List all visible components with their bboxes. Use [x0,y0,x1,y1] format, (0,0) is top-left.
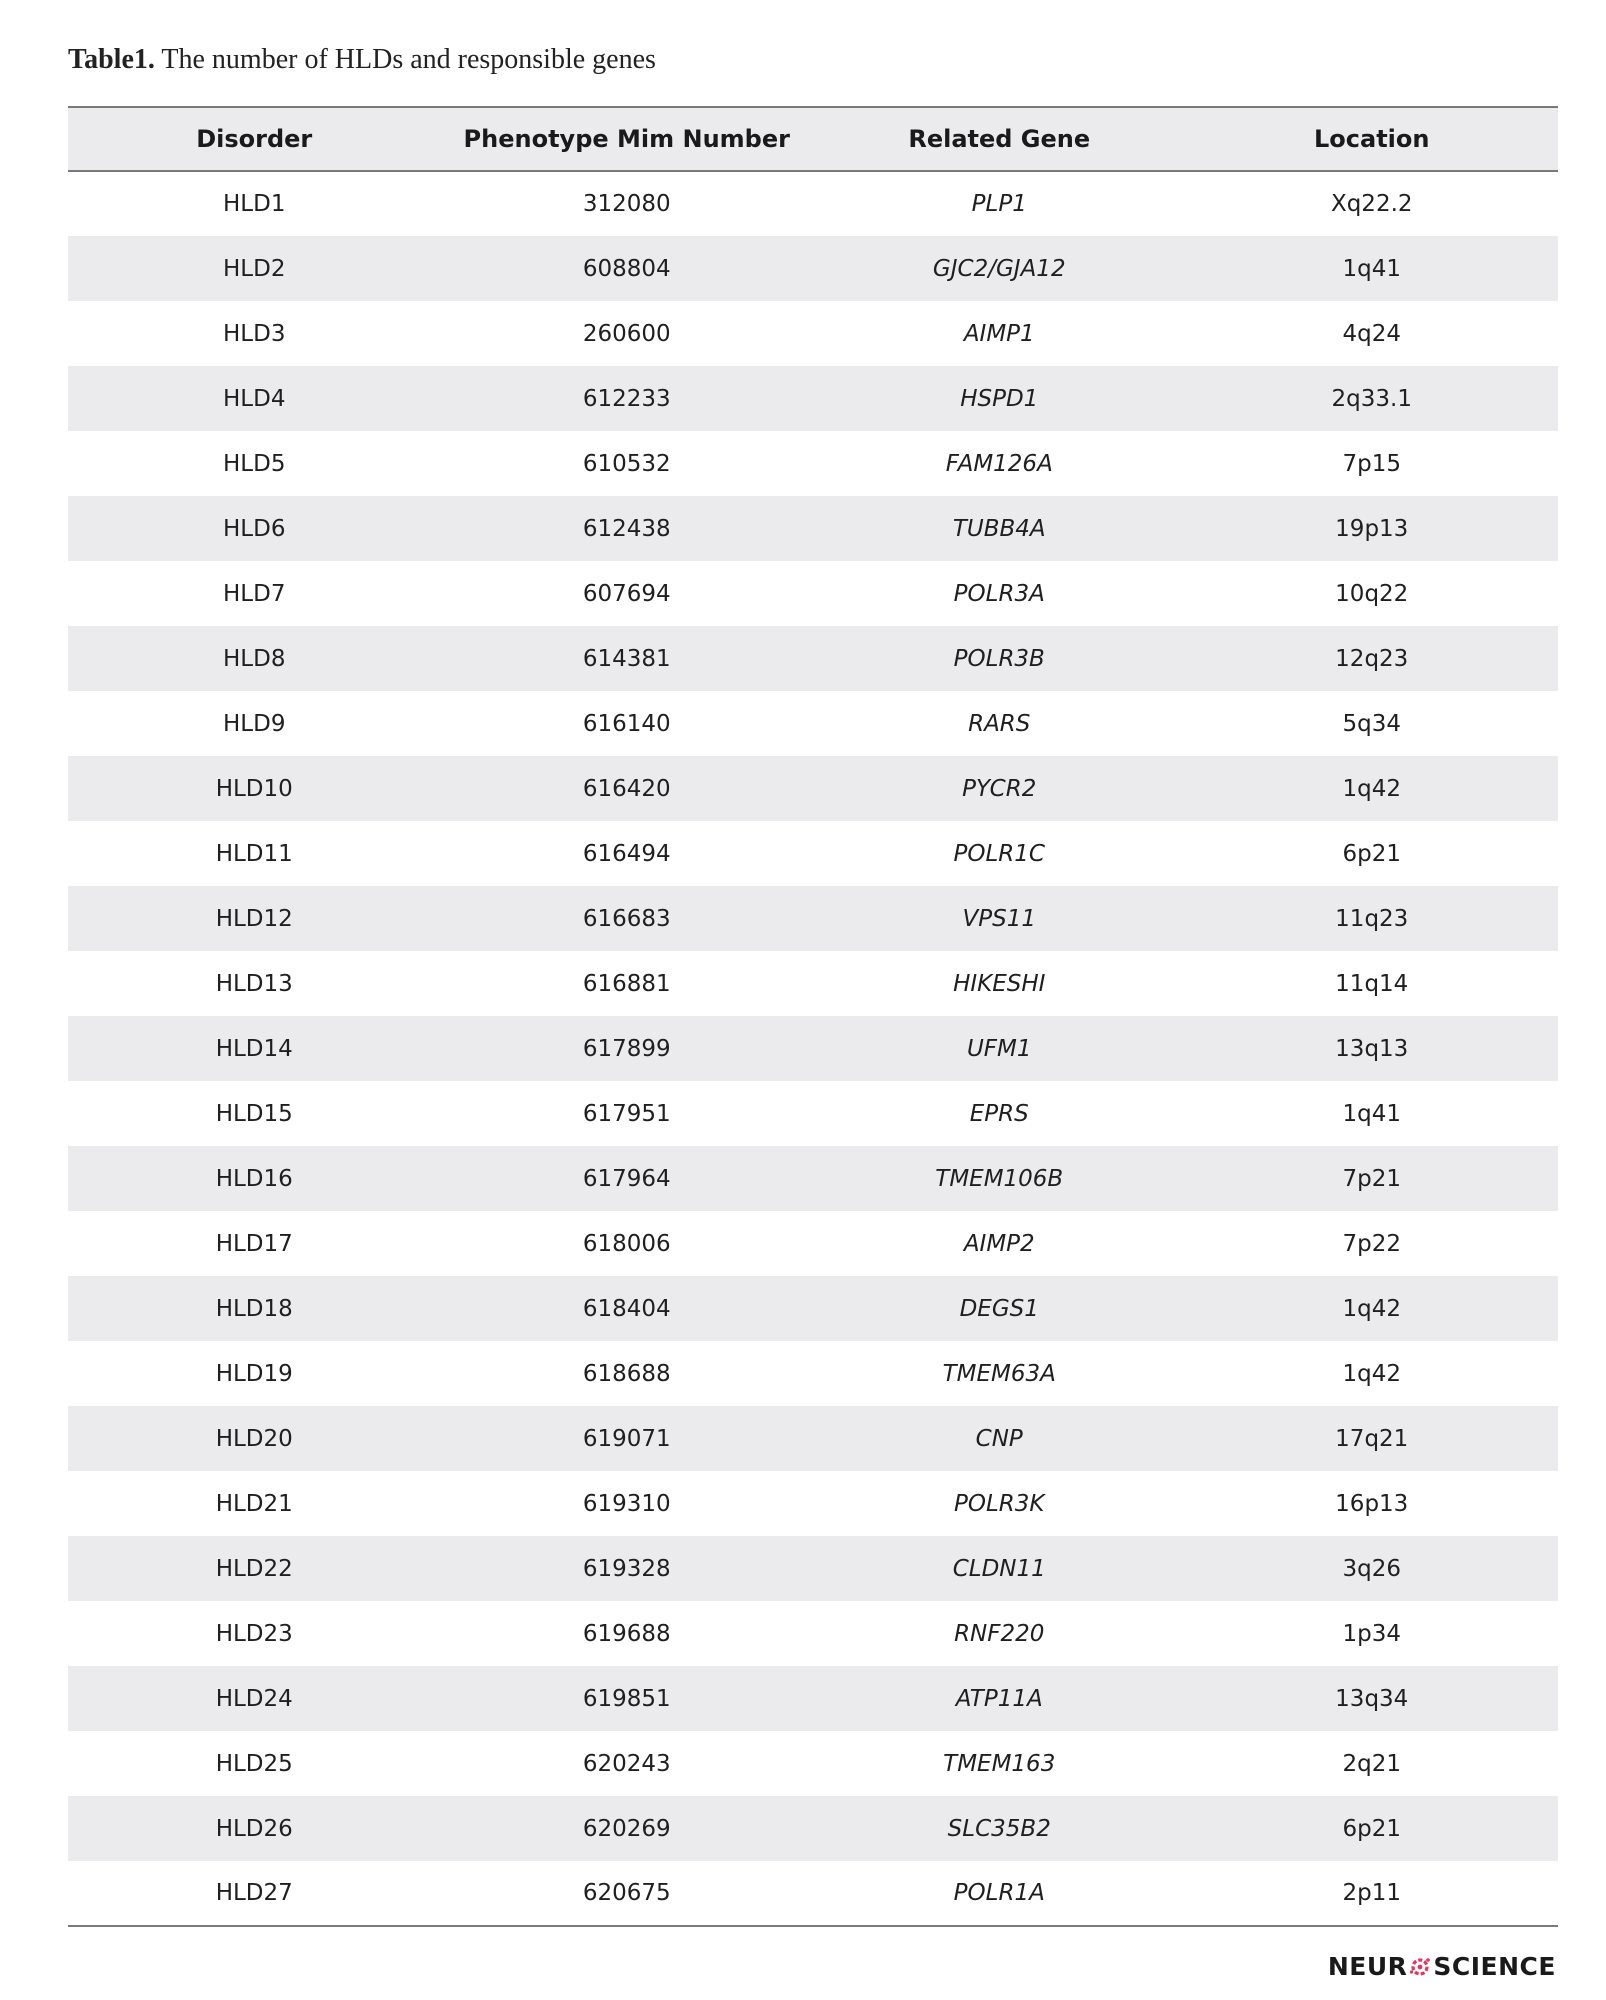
cell-related-gene: VPS11 [962,905,1036,932]
cell-related-gene: EPRS [969,1100,1029,1127]
cell-phenotype-mim-number: 617899 [582,1035,671,1062]
cell-disorder: HLD16 [215,1165,293,1192]
table-row [68,1146,1558,1211]
cell-phenotype-mim-number: 619310 [582,1490,671,1517]
cell-disorder: HLD21 [215,1490,293,1517]
cell-location: 4q24 [1342,320,1401,347]
cell-related-gene: TUBB4A [952,515,1046,542]
cell-disorder: HLD15 [215,1100,293,1127]
cell-location: 13q13 [1335,1035,1409,1062]
cell-phenotype-mim-number: 620675 [441,1861,814,1926]
cell-phenotype-mim-number: 607694 [582,580,671,607]
cell-location: 3q26 [1342,1555,1401,1582]
cell-phenotype-mim-number: 260600 [582,320,671,347]
cell-disorder: HLD19 [215,1360,293,1387]
cell-location: 1p34 [1342,1620,1401,1647]
cell-phenotype-mim-number: 616494 [582,840,671,867]
cell-disorder: HLD9 [223,710,286,737]
table-caption [68,44,656,76]
table-row [68,1016,1558,1081]
cell-phenotype-mim-number: 618404 [582,1295,671,1322]
cell-related-gene: AIMP1 [963,320,1035,347]
cell-related-gene: CNP [975,1425,1023,1452]
table-row [68,886,1558,951]
hld-table [68,106,1558,1927]
cell-disorder: HLD26 [215,1815,293,1842]
cell-phenotype-mim-number: 616683 [582,905,671,932]
cell-phenotype-mim-number: 619328 [582,1555,671,1582]
cell-disorder: HLD3 [223,320,286,347]
cell-phenotype-mim-number: 612233 [582,385,671,412]
caption-lead: Table1. [68,44,155,75]
cell-related-gene: POLR3A [953,580,1045,607]
cell-phenotype-mim-number: 614381 [582,645,671,672]
table-row [68,1406,1558,1471]
cell-phenotype-mim-number: 618688 [582,1360,671,1387]
cell-location: 2q21 [1342,1750,1401,1777]
cell-related-gene: PLP1 [971,191,1027,217]
cell-disorder: HLD22 [215,1555,293,1582]
cell-related-gene: POLR1A [813,1861,1186,1926]
cell-disorder: HLD12 [215,905,293,932]
cell-location: 11q14 [1335,970,1409,997]
cell-disorder: HLD1 [223,191,286,217]
cell-disorder: HLD13 [215,970,293,997]
cell-related-gene: TMEM106B [935,1165,1064,1192]
cell-phenotype-mim-number: 610532 [582,450,671,477]
cell-phenotype-mim-number: 617964 [582,1165,671,1192]
header-phenotype-mim-number: Phenotype Mim Number [441,107,814,171]
table-row [68,301,1558,366]
table-row [68,496,1558,561]
cell-location: 7p22 [1342,1230,1401,1257]
cell-related-gene: HSPD1 [960,385,1039,412]
cell-location: 1q41 [1342,1100,1401,1127]
cell-phenotype-mim-number: 620269 [582,1815,671,1842]
table-row [68,821,1558,886]
table-row [68,1081,1558,1146]
cell-related-gene: RNF220 [954,1620,1045,1647]
cell-related-gene: PYCR2 [962,775,1037,802]
cell-phenotype-mim-number: 612438 [582,515,671,542]
cell-phenotype-mim-number: 616140 [582,710,671,737]
table-row [68,756,1558,821]
cell-phenotype-mim-number: 616881 [582,970,671,997]
cell-phenotype-mim-number: 616420 [582,775,671,802]
cell-phenotype-mim-number: 619851 [582,1685,671,1712]
table-row [68,626,1558,691]
table-row [68,431,1558,496]
caption-text: The number of HLDs and responsible genes [154,44,656,75]
table-row [68,1536,1558,1601]
cell-location: 7p15 [1342,450,1401,477]
table-header [68,107,1558,171]
cell-disorder: HLD24 [215,1685,293,1712]
cell-disorder: HLD14 [215,1035,293,1062]
cell-disorder: HLD4 [223,385,286,412]
cell-disorder: HLD23 [215,1620,293,1647]
table-row [68,1341,1558,1406]
logo-text-after: SCIENCE [1433,1952,1556,1981]
table-row [68,951,1558,1016]
cell-related-gene: RARS [968,710,1031,737]
cell-phenotype-mim-number: 619071 [582,1425,671,1452]
cell-phenotype-mim-number: 617951 [582,1100,671,1127]
header-disorder: Disorder [68,107,441,171]
cell-related-gene: HIKESHI [953,970,1046,997]
logo-text-before: NEUR [1327,1952,1408,1981]
cell-related-gene: CLDN11 [952,1555,1046,1582]
cell-location: 7p21 [1342,1165,1401,1192]
cell-related-gene: DEGS1 [959,1295,1039,1322]
cell-location: 1q42 [1342,1295,1401,1322]
header-row [68,107,1558,171]
cell-location: 11q23 [1335,905,1409,932]
cell-related-gene: AIMP2 [963,1230,1035,1257]
cell-location: 17q21 [1335,1425,1409,1452]
cell-location: 2q33.1 [1331,385,1412,412]
cell-related-gene: FAM126A [945,450,1053,477]
neuroscience-logo [1328,1952,1556,1981]
table-row [68,561,1558,626]
cell-location: 1q41 [1342,255,1401,282]
cell-location: 2p11 [1186,1861,1559,1926]
cell-location: 1q42 [1342,775,1401,802]
cell-disorder: HLD17 [215,1230,293,1257]
cell-phenotype-mim-number: 619688 [582,1620,671,1647]
cell-related-gene: SLC35B2 [947,1815,1051,1842]
cell-disorder: HLD6 [223,515,286,542]
cell-disorder: HLD2 [223,255,286,282]
cell-related-gene: TMEM163 [943,1750,1056,1777]
table-row [68,1731,1558,1796]
cell-disorder: HLD7 [223,580,286,607]
cell-disorder: HLD10 [215,775,293,802]
table-row [68,1666,1558,1731]
table-row [68,1796,1558,1861]
cell-phenotype-mim-number: 618006 [582,1230,671,1257]
cell-location: 16p13 [1335,1490,1409,1517]
cell-location: 6p21 [1342,840,1401,867]
cell-disorder: HLD27 [68,1861,441,1926]
cell-disorder: HLD18 [215,1295,293,1322]
cell-disorder: HLD5 [223,450,286,477]
cell-related-gene: POLR3K [954,1490,1045,1517]
cell-related-gene: POLR1C [953,840,1045,867]
cell-location: 1q42 [1342,1360,1401,1387]
table-container [68,106,1558,1927]
cell-location: 10q22 [1335,580,1409,607]
cell-related-gene: TMEM63A [942,1360,1056,1387]
header-related-gene: Related Gene [813,107,1186,171]
table-row [68,1471,1558,1536]
cell-related-gene: UFM1 [966,1035,1032,1062]
cell-location: 13q34 [1335,1685,1409,1712]
table-row [68,1861,1558,1926]
cell-location: 19p13 [1335,515,1409,542]
cell-related-gene: ATP11A [955,1685,1043,1712]
cell-location: 5q34 [1342,710,1401,737]
cell-disorder: HLD25 [215,1750,293,1777]
cell-disorder: HLD8 [223,645,286,672]
cell-location: 6p21 [1342,1815,1401,1842]
cell-disorder: HLD20 [215,1425,293,1452]
cell-related-gene: GJC2/GJA12 [932,255,1066,282]
table-row [68,1276,1558,1341]
table-body [68,171,1558,1926]
cell-location: 12q23 [1335,645,1409,672]
table-row [68,1211,1558,1276]
table-row [68,366,1558,431]
cell-phenotype-mim-number: 608804 [582,255,671,282]
cell-phenotype-mim-number: 620243 [582,1750,671,1777]
neuron-o-icon [1408,1955,1432,1979]
table-row [68,691,1558,756]
cell-phenotype-mim-number: 312080 [582,191,671,217]
cell-disorder: HLD11 [215,840,293,867]
table-row [68,236,1558,301]
table-row [68,1601,1558,1666]
cell-location: Xq22.2 [1330,191,1413,217]
table-row [68,171,1558,236]
header-location: Location [1186,107,1559,171]
cell-related-gene: POLR3B [953,645,1045,672]
